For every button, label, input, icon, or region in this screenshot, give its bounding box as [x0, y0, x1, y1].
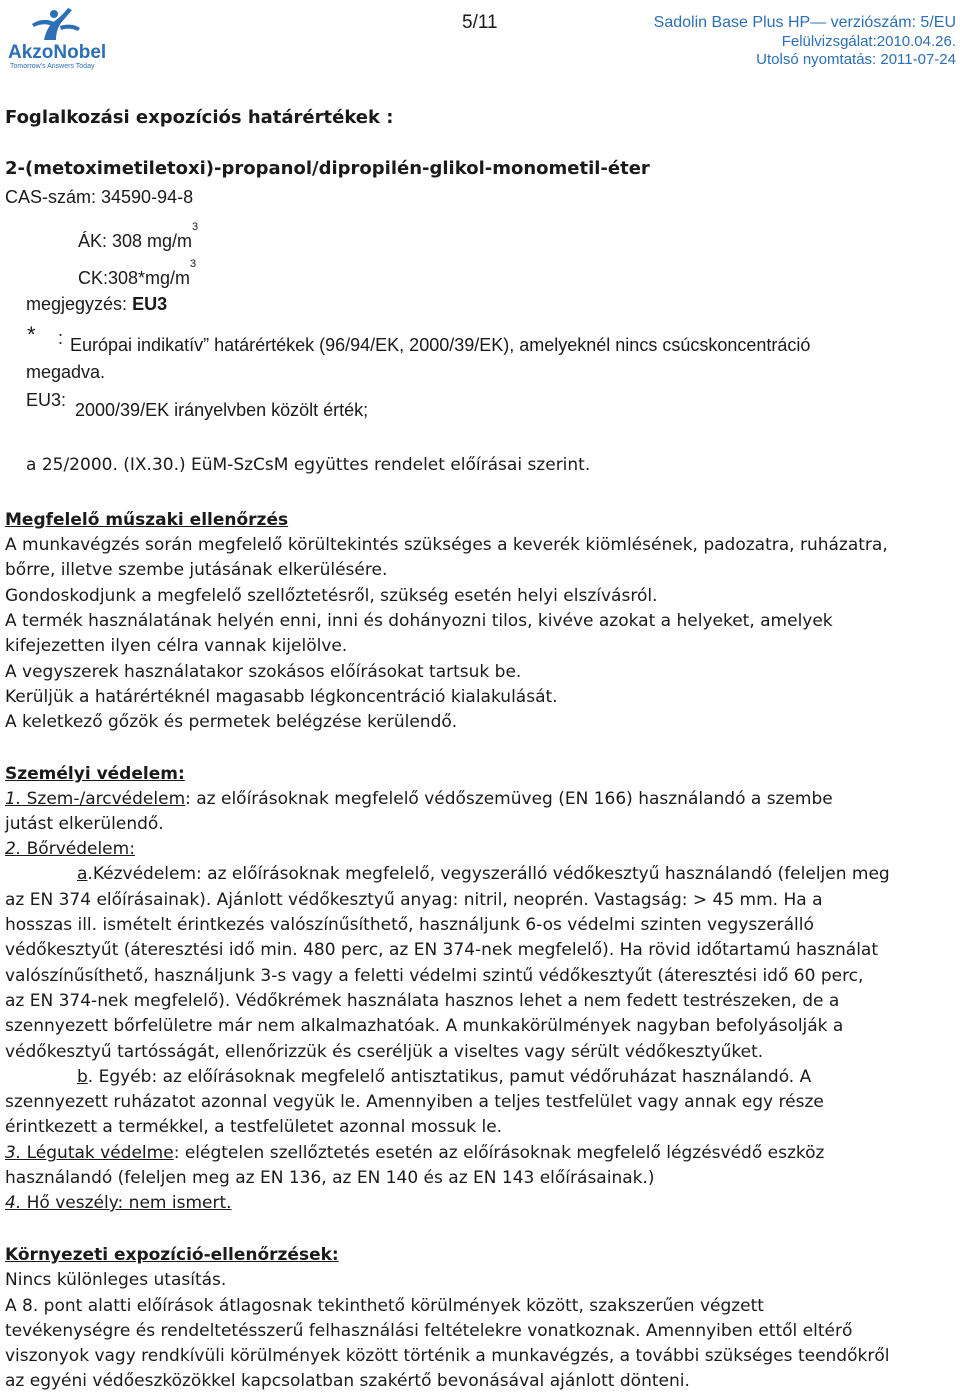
- product-version: Sadolin Base Plus HP— verziószám: 5/EU: [653, 14, 956, 31]
- star-text-2: megadva.: [26, 362, 106, 382]
- personal-title: Személyi védelem:: [5, 764, 185, 784]
- eye-label: Szem-/arcvédelem: [21, 789, 186, 809]
- hand-line: az EN 374-nek megfelelő). Védőkrémek használata hasznos lehet a nem fedett testrészeken, de a: [5, 991, 840, 1011]
- environment-line: viszonyok vagy rendkívüli körülmények között történik a munkavégzés, a további szükséges teendőkről: [5, 1346, 890, 1366]
- ck-text: CK:308*mg/m: [78, 268, 191, 288]
- eye-number: 1.: [5, 789, 22, 809]
- technical-title: Megfelelő műszaki ellenőrzés: [5, 510, 289, 530]
- technical-line: A munkavégzés során megfelelő körültekintés szükséges a keverék kiömlésének, padozatra, ruházatra,: [5, 535, 888, 555]
- substance-name: 2-(metoximetiletoxi)-propanol/dipropilén-glikol-monometil-éter: [5, 158, 650, 179]
- ck-superscript: 3: [190, 258, 197, 270]
- ak-value: [78, 221, 199, 254]
- environment-line: az egyéni védőeszközökkel kapcsolatban szakértő bevonásával ajánlott dönteni.: [5, 1371, 690, 1391]
- environment-title: Környezeti expozíció-ellenőrzések:: [5, 1245, 339, 1265]
- environment-line: Nincs különleges utasítás.: [5, 1270, 227, 1290]
- ak-text: ÁK: 308 mg/m: [78, 231, 193, 251]
- eye-rest: : az előírásoknak megfelelő védőszemüveg (EN 166) használandó a szembe: [185, 789, 833, 809]
- environment-line: A 8. pont alatti előírások átlagosnak tekinthető körülmények között, szakszerűen végzett: [5, 1296, 764, 1316]
- skin-protection: [5, 837, 135, 862]
- cas-number: CAS-szám: 34590-94-8: [5, 187, 194, 207]
- hand-line: valószínűsíthető, használjunk 3-s vagy a feletti védelmi szintű védőkesztyűt (áteresztési idő 60 perc,: [5, 966, 864, 986]
- eu3-text: 2000/39/EK irányelvben közölt érték;: [75, 400, 369, 420]
- hand-line: védőkesztyűt (áteresztési idő min. 480 perc, az EN 374-nek megfelelő). Ha rövid időtartamú használat: [5, 940, 879, 960]
- last-print-date: Utolsó nyomtatás: 2011-07-24: [756, 51, 956, 68]
- resp-rest: : elégtelen szellőztetés esetén az előírásoknak megfelelő légzésvédő eszköz: [173, 1143, 825, 1163]
- eye-protection-2: jutást elkerülendő.: [5, 814, 164, 834]
- other-letter: b: [77, 1067, 88, 1087]
- hand-line: hosszas ill. ismételt érintkezés valószínűsíthető, használjunk 6-os védelmi szinten vegyszerálló: [5, 915, 814, 935]
- skin-number: 2.: [5, 839, 22, 859]
- hand-line: védőkesztyű tartósságát, ellenőrizzük és cseréljük a viseltes vagy sérült védőkesztyűket.: [5, 1042, 764, 1062]
- hand-text: .Kézvédelem: az előírásoknak megfelelő, vegyszerálló védőkesztyű használandó (feleljen meg: [87, 864, 890, 884]
- technical-line: A vegyszerek használatakor szokásos előírásokat tartsuk be.: [5, 662, 522, 682]
- logo-figure-icon: [6, 4, 106, 44]
- technical-line: kifejezetten ilyen célra vannak kijelölve.: [5, 636, 348, 656]
- heat-number: 4.: [5, 1193, 22, 1213]
- resp-label: Légutak védelme: [21, 1143, 174, 1163]
- exposure-title: Foglalkozási expozíciós határértékek :: [5, 107, 394, 128]
- heat-label: Hő veszély: nem ismert.: [21, 1193, 232, 1213]
- technical-line: Kerüljük a határértéknél magasabb légkoncentráció kialakulását.: [5, 687, 558, 707]
- eu3-label: EU3:: [26, 390, 67, 410]
- star-text: Európai indikatív” határértékek (96/94/EK, 2000/39/EK), amelyeknél nincs csúcskoncentráció: [70, 335, 811, 355]
- star-colon: :: [58, 328, 64, 348]
- note-value: EU3: [132, 294, 168, 314]
- hand-line: az EN 374 előírásainak). Ajánlott védőkesztyű anyag: nitril, neoprén. Vastagság: > 45 mm. Ha a: [5, 890, 823, 910]
- environment-line: tevékenységre és rendeltetésszerű felhasználási feltételekre vonatkoznak. Amennyiben ettől eltérő: [5, 1321, 853, 1341]
- akzonobel-logo: [6, 4, 107, 70]
- resp-number: 3.: [5, 1143, 22, 1163]
- technical-line: A termék használatának helyén enni, inni és dohányozni tilos, kivéve azokat a helyeket, amelyek: [5, 611, 833, 631]
- star-mark: *: [27, 322, 36, 347]
- respiratory-protection: [5, 1141, 824, 1166]
- other-line: érintkezett a termékkel, a testfelületet azonnal mossuk le.: [5, 1117, 503, 1137]
- heat-hazard: [5, 1191, 232, 1216]
- brand-name: AkzoNobel: [8, 42, 107, 63]
- hand-letter: a: [77, 864, 88, 884]
- technical-line: bőrre, illetve szembe jutásának elkerülésére.: [5, 560, 388, 580]
- revision-date: Felülvizsgálat:2010.04.26.: [781, 33, 956, 50]
- hand-protection: [77, 862, 890, 887]
- technical-line: A keletkező gőzök és permetek belégzése kerülendő.: [5, 712, 458, 732]
- ck-value: [78, 258, 197, 291]
- note-line: [26, 292, 167, 317]
- eu3-text-2: a 25/2000. (IX.30.) EüM-SzCsM együttes rendelet előírásai szerint.: [26, 455, 591, 475]
- brand-tagline: Tomorrow's Answers Today: [10, 63, 95, 70]
- page-number: 5/11: [462, 12, 498, 33]
- note-label: megjegyzés:: [26, 294, 133, 314]
- eye-protection: [5, 787, 833, 812]
- other-protection: [77, 1065, 811, 1090]
- other-line: szennyezett ruházatot azonnal vegyük le. Amennyiben a teljes testfelület vagy annak egy része: [5, 1092, 824, 1112]
- skin-label: Bőrvédelem:: [21, 839, 135, 859]
- respiratory-protection-2: használandó (feleljen meg az EN 136, az EN 140 és az EN 143 előírásainak.): [5, 1168, 655, 1188]
- other-text: . Egyéb: az előírásoknak megfelelő antisztatikus, pamut védőruházat használandó. A: [87, 1067, 812, 1087]
- ak-superscript: 3: [192, 221, 199, 233]
- technical-line: Gondoskodjunk a megfelelő szellőztetésről, szükség esetén helyi elszívásról.: [5, 586, 658, 606]
- hand-line: szennyezett bőrfelületre már nem alkalmazhatóak. A munkakörülmények nagyban befolyásolják a: [5, 1016, 844, 1036]
